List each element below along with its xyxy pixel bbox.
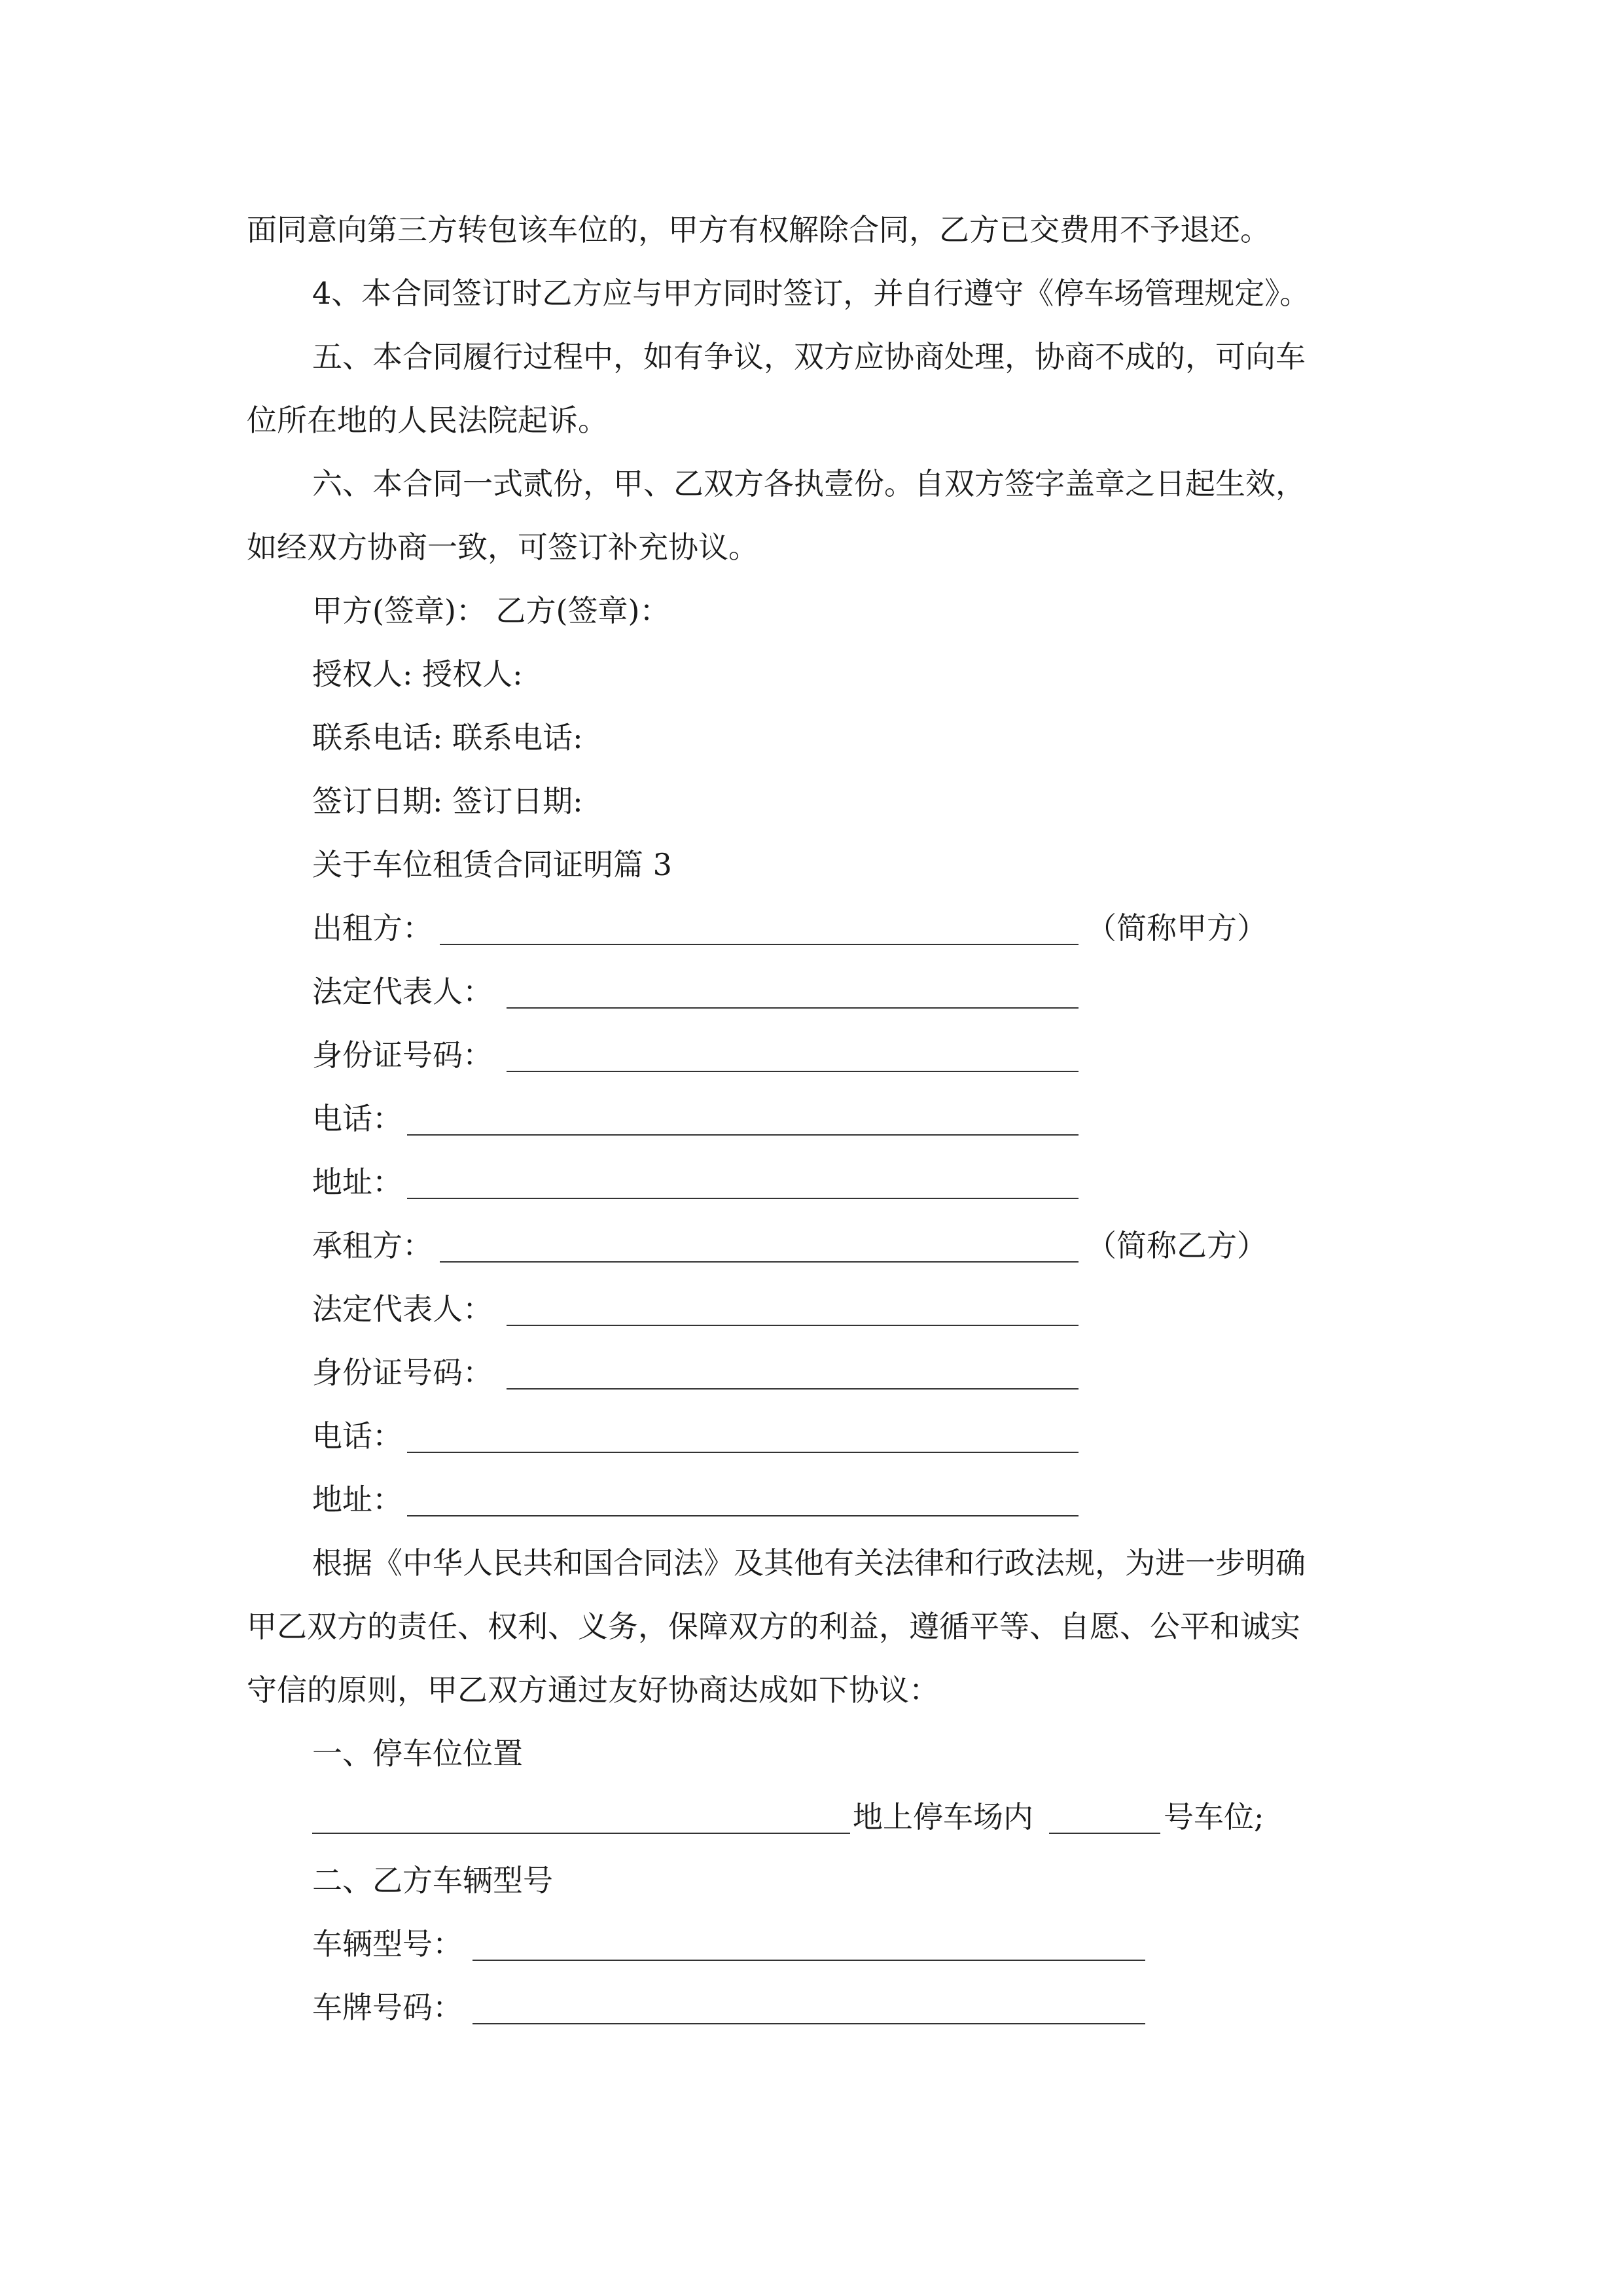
section-title: 关于车位租赁合同证明篇 3	[312, 847, 672, 882]
preamble-line1: 根据《中华人民共和国合同法》及其他有关法律和行政法规，为进一步明确	[312, 1545, 1306, 1581]
lessor-phone-label: 电话：	[312, 1101, 402, 1136]
lessor-id-field[interactable]	[507, 1071, 1079, 1072]
lessee-address-label: 地址：	[312, 1482, 402, 1517]
signature-date: 签订日期: 签订日期:	[312, 783, 583, 819]
space-number-field[interactable]	[1049, 1833, 1160, 1834]
lessee-name-field[interactable]	[440, 1261, 1079, 1263]
plate-number-field[interactable]	[473, 2023, 1145, 2024]
clause2-title: 二、乙方车辆型号	[312, 1863, 553, 1898]
lessee-address-field[interactable]	[407, 1515, 1079, 1516]
lessee-id-field[interactable]	[507, 1388, 1079, 1390]
vehicle-model-field[interactable]	[473, 1960, 1145, 1961]
clause1-title: 一、停车位位置	[312, 1736, 523, 1771]
lessee-phone-label: 电话：	[312, 1418, 402, 1454]
lessor-name-label: 出租方：	[312, 910, 433, 946]
signature-authorized: 授权人: 授权人:	[312, 656, 523, 692]
lessor-name-field[interactable]	[440, 944, 1079, 945]
lessor-phone-field[interactable]	[407, 1134, 1079, 1136]
vehicle-model-label: 车辆型号：	[312, 1926, 463, 1962]
signature-phone: 联系电话: 联系电话:	[312, 720, 583, 755]
paragraph-continuation: 面同意向第三方转包该车位的，甲方有权解除合同，乙方已交费用不予退还。	[247, 212, 1270, 247]
lessee-name-suffix: （简称乙方）	[1086, 1228, 1267, 1263]
lessee-rep-field[interactable]	[507, 1325, 1079, 1326]
lessor-rep-label: 法定代表人：	[312, 974, 493, 1009]
preamble-line3: 守信的原则，甲乙双方通过友好协商达成如下协议：	[247, 1672, 939, 1708]
clause1-middle-text: 地上停车场内	[853, 1799, 1033, 1835]
paragraph-clause-6-line2: 如经双方协商一致，可签订补充协议。	[247, 529, 758, 565]
parking-lot-field[interactable]	[312, 1833, 850, 1834]
paragraph-clause-4: 4、本合同签订时乙方应与甲方同时签订，并自行遵守《停车场管理规定》。	[312, 276, 1310, 311]
lessor-address-field[interactable]	[407, 1198, 1079, 1199]
lessee-phone-field[interactable]	[407, 1452, 1079, 1453]
lessee-rep-label: 法定代表人：	[312, 1291, 493, 1327]
lessee-id-label: 身份证号码：	[312, 1355, 493, 1390]
lessor-rep-field[interactable]	[507, 1007, 1079, 1009]
clause1-end-text: 号车位;	[1164, 1799, 1264, 1835]
preamble-line2: 甲乙双方的责任、权利、义务，保障双方的利益，遵循平等、自愿、公平和诚实	[247, 1609, 1300, 1644]
plate-number-label: 车牌号码：	[312, 1990, 463, 2025]
paragraph-clause-5-line1: 五、本合同履行过程中，如有争议，双方应协商处理，协商不成的，可向车	[312, 339, 1306, 374]
paragraph-clause-5-line2: 位所在地的人民法院起诉。	[247, 403, 608, 438]
lessor-address-label: 地址：	[312, 1164, 402, 1200]
signature-parties: 甲方(签章)： 乙方(签章)：	[312, 593, 670, 628]
paragraph-clause-6-line1: 六、本合同一式贰份，甲、乙双方各执壹份。自双方签字盖章之日起生效，	[312, 466, 1306, 501]
lessor-id-label: 身份证号码：	[312, 1037, 493, 1073]
lessee-name-label: 承租方：	[312, 1228, 433, 1263]
lessor-name-suffix: （简称甲方）	[1086, 910, 1267, 946]
